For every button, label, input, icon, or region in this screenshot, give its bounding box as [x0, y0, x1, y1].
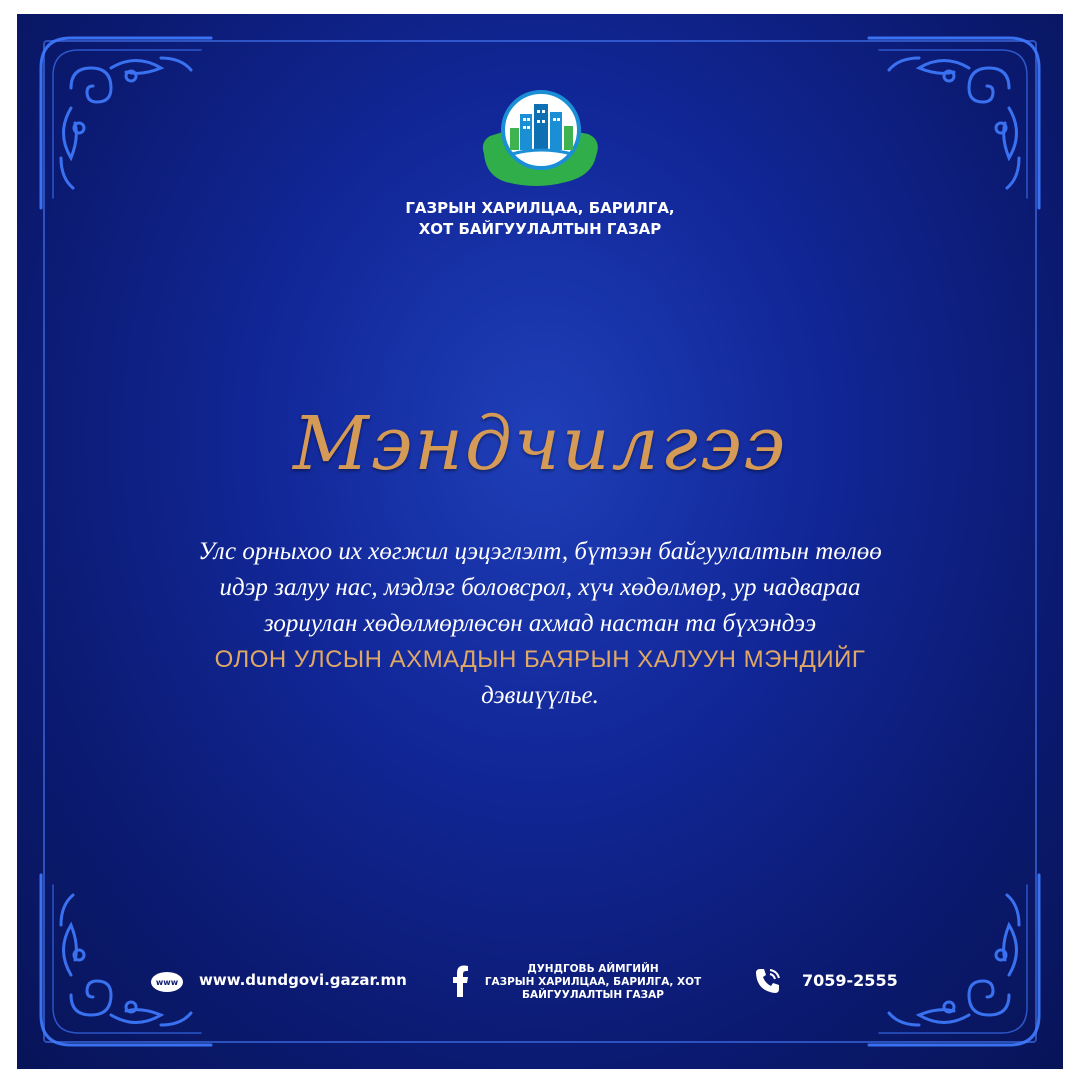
organization-name-line2: ХОТ БАЙГУУЛАЛТЫН ГАЗАР	[418, 220, 662, 238]
message-highlight: ОЛОН УЛСЫН АХМАДЫН БАЯРЫН ХАЛУУН МЭНДИЙГ	[214, 646, 866, 673]
facebook-page-name[interactable]	[477, 963, 709, 1002]
message-line: дэвшүүлье.	[481, 682, 599, 709]
facebook-line: ДУНДГОВЬ АЙМГИЙН	[527, 963, 659, 975]
organization-name	[17, 198, 1063, 240]
message-line: Улс орныхоо их хөгжил цэцэглэлт, бүтээн байгуулалтын төлөө	[198, 538, 882, 565]
footer	[17, 959, 1063, 1009]
facebook-icon[interactable]	[451, 965, 469, 997]
phone-icon	[753, 966, 783, 996]
facebook-line: ГАЗРЫН ХАРИЛЦАА, БАРИЛГА, ХОТ	[484, 976, 702, 988]
message-line: идэр залуу нас, мэдлэг боловсрол, хүч хөдөлмөр, ур чадвараа	[219, 574, 861, 601]
facebook-line: БАЙГУУЛАЛТЫН ГАЗАР	[522, 989, 664, 1001]
organization-logo	[476, 84, 606, 194]
ornament-corner-icon	[31, 28, 221, 218]
organization-name-line1: ГАЗРЫН ХАРИЛЦАА, БАРИЛГА,	[405, 199, 675, 217]
phone-number[interactable]: 7059-2555	[802, 971, 898, 990]
greeting-message	[77, 534, 1003, 714]
website-link[interactable]: www.dundgovi.gazar.mn	[199, 971, 407, 989]
svg-text:www: www	[155, 978, 179, 987]
ornament-corner-icon	[859, 28, 1049, 218]
greeting-card	[17, 14, 1063, 1069]
greeting-title: Мэндчилгээ	[293, 401, 787, 487]
www-icon	[150, 971, 184, 993]
message-line: зориулан хөдөлмөрлөсөн ахмад настан та бүхэндээ	[263, 610, 817, 637]
